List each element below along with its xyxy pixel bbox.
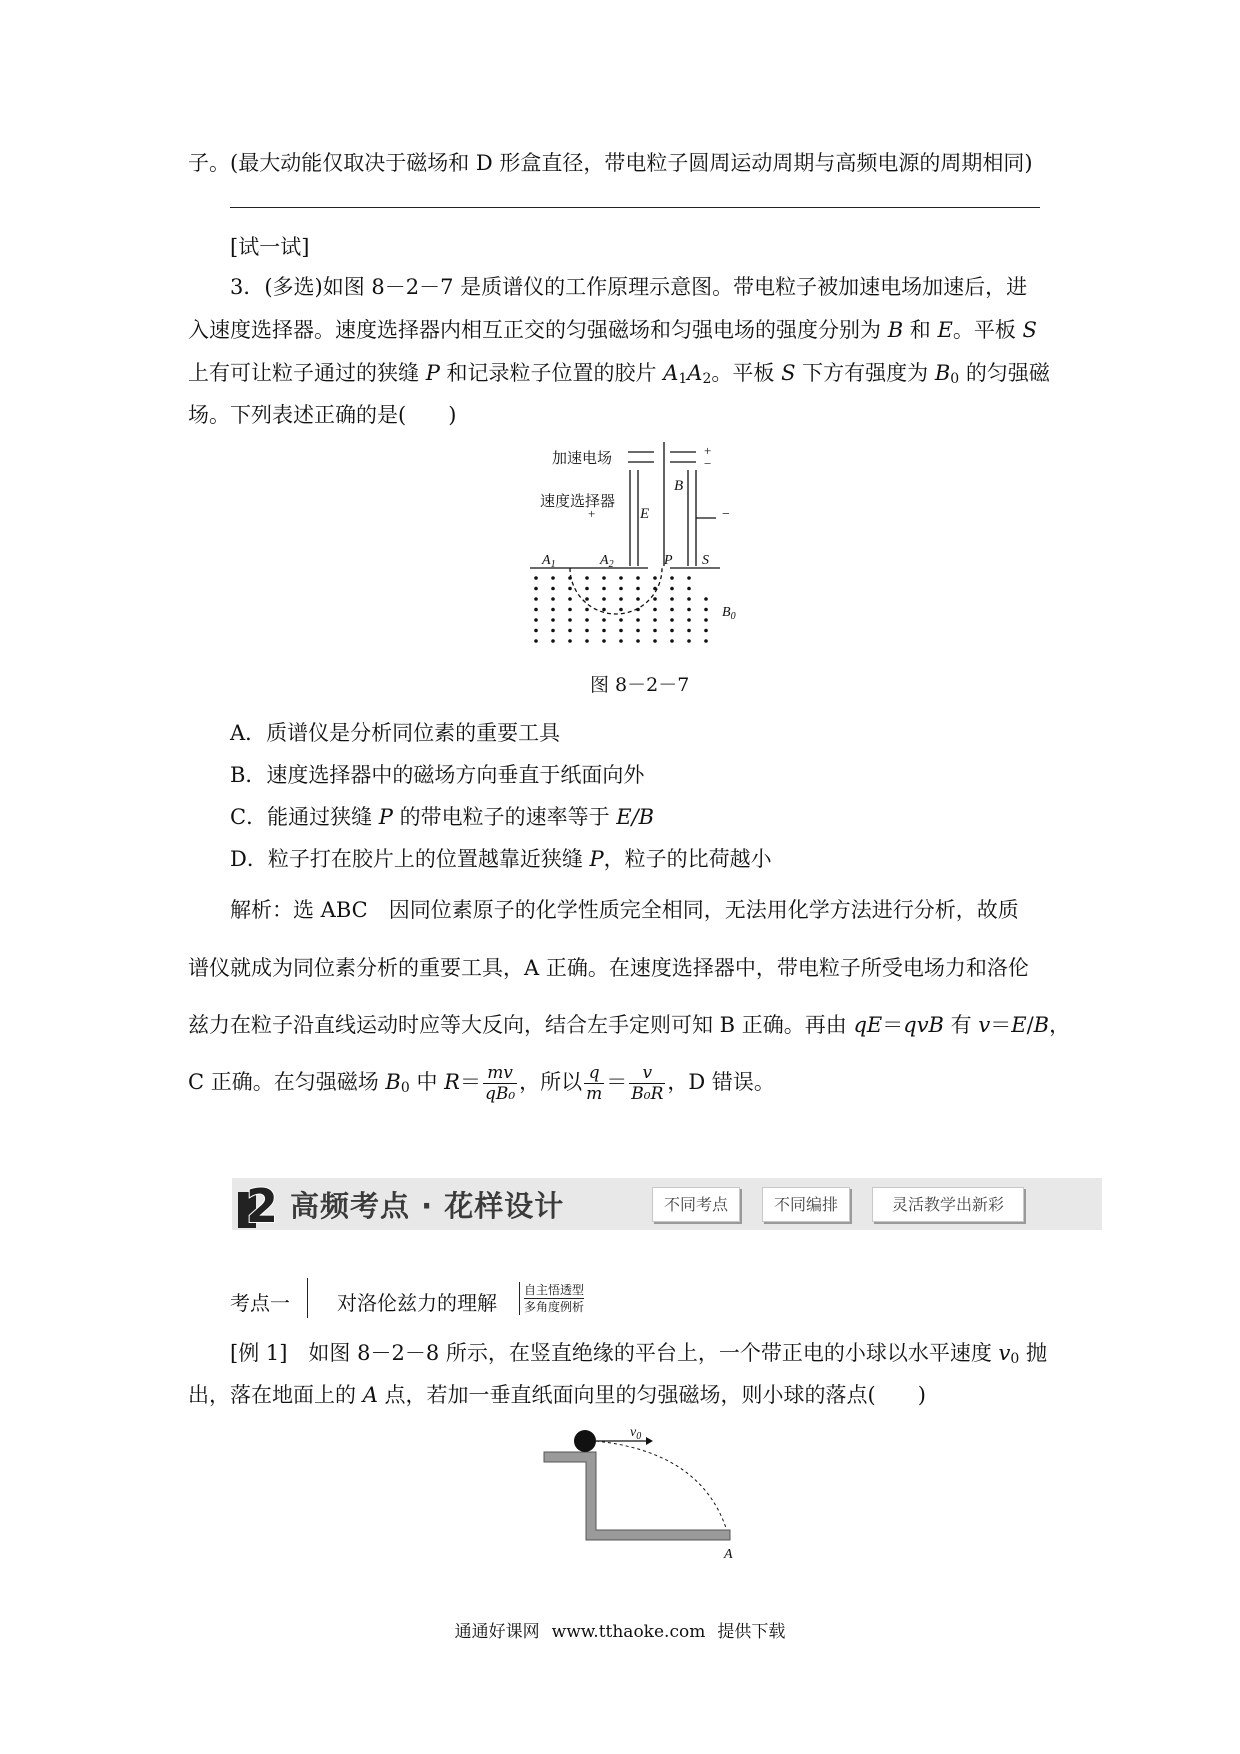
field-dot: [636, 618, 640, 622]
field-dot: [585, 639, 589, 643]
section-number: 2: [245, 1179, 279, 1228]
symbol-A: A: [687, 361, 703, 385]
field-dot: [602, 576, 606, 580]
symbol-v: v: [998, 1341, 1011, 1365]
text: ，粒子的比荷越小: [603, 847, 772, 871]
kaodian-label: 考点一: [230, 1291, 290, 1315]
text: 。平板: [952, 318, 1023, 342]
label-A: A: [724, 1547, 733, 1562]
label-A1: A: [542, 553, 551, 568]
text: ，所以: [519, 1070, 583, 1094]
kaodian-divider: [307, 1278, 308, 1318]
symbol-P: P: [378, 805, 393, 829]
field-dot: [551, 597, 555, 601]
formula: E: [1011, 1013, 1027, 1037]
tag-different-arrangement: 不同编排: [762, 1187, 850, 1222]
option-c: [230, 802, 654, 832]
kaodian-tags: [519, 1282, 584, 1315]
text: 的匀强磁: [959, 361, 1050, 385]
field-dot: [602, 629, 606, 633]
field-dot: [534, 597, 538, 601]
formula: B: [1033, 1013, 1050, 1037]
field-dot: [551, 618, 555, 622]
field-dot: [687, 597, 691, 601]
denominator: m: [586, 1084, 603, 1104]
question-line-1: 3．(多选)如图 8－2－7 是质谱仪的工作原理示意图。带电粒子被加速电场加速后，进: [230, 275, 1028, 299]
field-dot: [534, 576, 538, 580]
label-accelerating-field: 加速电场: [552, 451, 613, 467]
field-dot: [636, 576, 640, 580]
field-dot: [670, 576, 674, 580]
field-dot: [619, 576, 623, 580]
symbol-B: B: [385, 1070, 401, 1094]
text: /: [1026, 1013, 1034, 1037]
denominator: B₀R: [631, 1084, 664, 1104]
label-A2: A: [600, 553, 609, 568]
text: ＝: [882, 1013, 904, 1037]
magnetic-field-dots: [534, 576, 708, 643]
text: 有: [944, 1013, 979, 1037]
kaodian-title: 对洛伦兹力的理解: [337, 1291, 497, 1315]
field-dot: [704, 608, 708, 612]
field-dot: [619, 597, 623, 601]
field-dot: [602, 587, 606, 591]
mass-spectrometer-diagram: [530, 440, 760, 650]
question-line-2: [188, 315, 1037, 345]
field-dot: [670, 608, 674, 612]
text: 抛: [1019, 1341, 1048, 1365]
field-dot: [585, 608, 589, 612]
field-dot: [551, 629, 555, 633]
field-dot: [585, 587, 589, 591]
formula: qvB: [903, 1013, 944, 1037]
text: ，D 错误。: [667, 1070, 775, 1094]
field-dot: [687, 576, 691, 580]
symbol-P: P: [589, 847, 604, 871]
field-dot: [636, 639, 640, 643]
field-dot: [534, 639, 538, 643]
field-dot: [670, 618, 674, 622]
text: 上有可让粒子通过的狭缝: [188, 361, 426, 385]
field-dot: [585, 618, 589, 622]
denominator: qB₀: [484, 1084, 516, 1104]
numerator: q: [584, 1063, 604, 1084]
text: 下方有强度为: [795, 361, 935, 385]
field-dot: [653, 587, 657, 591]
try-label: [试一试]: [230, 235, 310, 259]
symbol-B: B: [887, 318, 904, 342]
label-S: S: [702, 553, 709, 568]
subscript: 0: [1010, 1351, 1020, 1367]
minus-sign: −: [704, 456, 712, 471]
text: ＝: [606, 1070, 628, 1094]
section-divider: [230, 207, 1040, 208]
fraction-q-over-m: [584, 1063, 604, 1104]
field-dot: [687, 587, 691, 591]
figure-caption: 图 8－2－7: [590, 674, 690, 696]
field-dot: [636, 608, 640, 612]
symbol-E: E: [937, 318, 953, 342]
field-dot: [653, 597, 657, 601]
subscript: 1: [550, 559, 556, 570]
field-dot: [619, 629, 623, 633]
question-line-3: [188, 358, 1050, 394]
field-dot: [687, 639, 691, 643]
field-dot: [585, 576, 589, 580]
symbol-P: P: [425, 361, 440, 385]
field-dot: [704, 629, 708, 633]
tag-multi-angle: 多角度例析: [524, 1300, 585, 1314]
label-velocity-selector: 速度选择器: [540, 494, 616, 510]
field-dot: [568, 639, 572, 643]
text: ，: [1049, 1013, 1071, 1037]
numerator: v: [629, 1063, 665, 1084]
plus-sign: +: [704, 443, 712, 458]
field-dot: [585, 597, 589, 601]
svg-text:B0: [722, 605, 736, 622]
section-number-badge: [238, 1178, 286, 1228]
text: C 正确。在匀强磁场: [188, 1070, 386, 1094]
field-dot: [551, 639, 555, 643]
subscript: 2: [608, 559, 614, 570]
field-dot: [653, 618, 657, 622]
label-B0: B: [722, 605, 731, 620]
text: 和记录粒子位置的胶片: [439, 361, 664, 385]
subscript: 0: [400, 1080, 410, 1096]
field-dot: [585, 629, 589, 633]
field-dot: [704, 597, 708, 601]
subscript: 1: [678, 371, 688, 387]
field-dot: [636, 587, 640, 591]
field-dot: [653, 576, 657, 580]
label-v0: v: [630, 1425, 637, 1440]
field-dot: [619, 639, 623, 643]
fraction-v-over-B0R: [629, 1063, 665, 1104]
formula: v: [978, 1013, 991, 1037]
field-dot: [670, 587, 674, 591]
field-dot: [602, 618, 606, 622]
platform-shape: [544, 1452, 730, 1540]
tag-different-points: 不同考点: [652, 1187, 740, 1222]
field-dot: [551, 587, 555, 591]
field-dot: [704, 618, 708, 622]
option-b: B．速度选择器中的磁场方向垂直于纸面向外: [230, 763, 645, 787]
field-dot: [534, 587, 538, 591]
field-dot: [568, 618, 572, 622]
section-title: 高频考点 · 花样设计: [290, 1189, 565, 1223]
field-dot: [568, 587, 572, 591]
prev-paragraph-line: 子。(最大动能仅取决于磁场和 D 形盒直径，带电粒子圆周运动周期与高频电源的周期相同): [188, 151, 1033, 175]
example-line-1: [230, 1338, 1047, 1374]
text: 点，若加一垂直纸面向里的匀强磁场，则小球的落点( ): [377, 1383, 926, 1407]
analysis-line-2: 谱仪就成为同位素分析的重要工具，A 正确。在速度选择器中，带电粒子所受电场力和洛伦: [188, 956, 1029, 980]
text: ＝: [459, 1070, 481, 1094]
footer-suffix: 提供下载: [717, 1622, 786, 1642]
analysis-line-4: [188, 1062, 775, 1108]
fraction-mv-over-qB0: [483, 1063, 517, 1104]
option-a: A．质谱仪是分析同位素的重要工具: [230, 721, 561, 745]
field-dot: [687, 629, 691, 633]
subscript: 0: [950, 371, 960, 387]
field-dot: [568, 608, 572, 612]
tag-flexible-teaching: 灵活教学出新彩: [872, 1187, 1024, 1222]
field-dot: [619, 587, 623, 591]
text: 兹力在粒子沿直线运动时应等大反向，结合左手定则可知 B 正确。再由: [188, 1013, 854, 1037]
option-d: [230, 844, 772, 874]
charged-ball: [574, 1430, 596, 1452]
field-dot: [568, 597, 572, 601]
question-line-4: 场。下列表述正确的是( ): [188, 403, 457, 427]
text: D．粒子打在胶片上的位置越靠近狭缝: [230, 847, 590, 871]
platform-ball-diagram: [540, 1422, 750, 1572]
text: 。平板: [711, 361, 782, 385]
footer-site-name: 通通好课网: [454, 1622, 540, 1642]
field-dot: [534, 618, 538, 622]
symbol-S: S: [1022, 318, 1037, 342]
field-dot: [670, 639, 674, 643]
field-dot: [551, 576, 555, 580]
field-dot: [602, 597, 606, 601]
label-E: E: [640, 506, 650, 522]
field-dot: [636, 597, 640, 601]
text: C．能通过狭缝: [230, 805, 379, 829]
field-dot: [619, 608, 623, 612]
field-dot: [534, 608, 538, 612]
minus-sign: −: [722, 507, 730, 522]
field-dot: [670, 629, 674, 633]
text: ＝: [990, 1013, 1012, 1037]
symbol-A: A: [663, 361, 679, 385]
tag-self-study: 自主悟透型: [524, 1283, 585, 1297]
subscript: 2: [702, 371, 712, 387]
text: 和: [903, 318, 938, 342]
field-dot: [636, 629, 640, 633]
field-dot: [619, 618, 623, 622]
field-dot: [568, 576, 572, 580]
example-line-2: [188, 1380, 926, 1410]
plus-sign: +: [588, 506, 596, 521]
field-dot: [602, 639, 606, 643]
field-dot: [687, 618, 691, 622]
symbol-S: S: [781, 361, 796, 385]
field-dot: [602, 608, 606, 612]
footer-url[interactable]: www.tthaoke.com: [551, 1622, 706, 1642]
analysis-line-3: [188, 1010, 1070, 1040]
formula: qE: [853, 1013, 883, 1037]
symbol-R: R: [444, 1070, 460, 1094]
field-dot: [653, 608, 657, 612]
field-dot: [687, 608, 691, 612]
symbol-A: A: [362, 1383, 378, 1407]
text: 入速度选择器。速度选择器内相互正交的匀强磁场和匀强电场的强度分别为: [188, 318, 888, 342]
text: 出，落在地面上的: [188, 1383, 363, 1407]
field-dot: [534, 629, 538, 633]
label-B: B: [674, 478, 684, 494]
subscript: 0: [636, 1431, 642, 1442]
symbol-E-over-B: E/B: [616, 805, 655, 829]
field-dot: [653, 629, 657, 633]
text: 中: [409, 1070, 445, 1094]
analysis-line-1: 解析：选 ABC 因同位素原子的化学性质完全相同，无法用化学方法进行分析，故质: [230, 898, 1019, 922]
subscript: 0: [730, 611, 736, 622]
text: 的带电粒子的速率等于: [392, 805, 617, 829]
field-dot: [551, 608, 555, 612]
trajectory-curve: [596, 1441, 726, 1528]
field-dot: [653, 639, 657, 643]
field-dot: [704, 639, 708, 643]
arrow-head-icon: [646, 1437, 653, 1445]
label-P: P: [664, 553, 673, 568]
numerator: mv: [483, 1063, 517, 1084]
page-footer: [0, 1617, 1240, 1642]
field-dot: [568, 629, 572, 633]
field-dot: [670, 597, 674, 601]
symbol-B: B: [934, 361, 951, 385]
text: [例 1] 如图 8－2－8 所示，在竖直绝缘的平台上，一个带正电的小球以水平速度: [230, 1341, 999, 1365]
svg-text:v0: [630, 1425, 641, 1442]
